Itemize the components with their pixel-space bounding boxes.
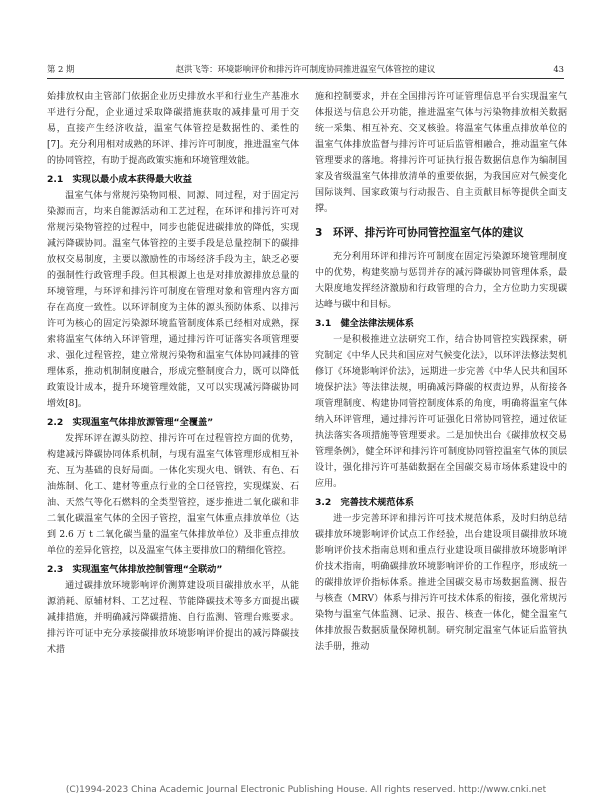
page-number: 43 xyxy=(553,64,564,74)
section-heading-3-2: 3.2 完善技术规范体系 xyxy=(315,497,414,508)
paragraph: 充分利用环评和排污许可制度在固定污染源环境管理制度中的优势，构建奖励与惩罚并存的减污降碳协同管理体系，最大限度地发挥经济激励和行政管理的合力，全方位助力实现碳达峰与碳中和目标。 xyxy=(315,252,567,310)
section-heading-2-3: 2.3 实现温室气体排放控制管理“全联动” xyxy=(47,564,223,575)
paragraph: 进一步完善环评和排污许可技术规范体系，及时归纳总结碳排放环境影响评价试点工作经验，出台建设项目碳排放环境影响评价技术指南总则和重点行业建设项目碳排放环境影响评价技术指南，明确碳排放环境影响评价的工作程序，形成统一的碳排放评价指标体系。推进全国碳交易市场数据监测、报告与核查（MRV）体系与排污许可技术体系的衔接，强化常规污染物与温室气体监测、记录、报告、核查一体化，健全温室气体排放报告数据质量保障机制。研究制定温室气体证后监管执法手册，推动 xyxy=(315,514,567,652)
section-heading-2-2: 2.2 实现温室气体排放源管理“全覆盖” xyxy=(47,417,214,428)
paragraph: 温室气体与常规污染物同根、同源、同过程，对于固定污染源而言，均来自能源活动和工艺过程，在环评和排污许可对常规污染物管控的过程中，同步也能促进碳排放的降低，实现减污降碳协同。温室气体管控的主要手段是总量控制下的碳排放权交易制度，主要以激励性的市场经济手段为主，缺乏必要的强制性行政管理手段。但其根源上也是对排放源排放总量的环境管理，与环评和排污许可制度在管理对象和管理内容方面存在高度一致性。以环评制度为主体的源头预防体系、以排污许可为核心的固定污染源环境监管制度体系已经相对成熟，探索将温室气体纳入环评管理，通过排污许可证落实各项管理要求、强化过程管控，建立常规污染物和温室气体协同减排的管理体系，推动机制制度融合，形成完整制度合力，既可以降低政策设计成本，提升环境管理效能，又可以实现减污降碳协同增效[8]。 xyxy=(47,191,299,409)
running-title: 赵洪飞等：环境影响评价和排污许可制度协同推进温室气体管控的建议 xyxy=(175,64,436,74)
issue-number: 第 2 期 xyxy=(47,64,75,74)
paragraph: 通过碳排放环境影响评价测算建设项目碳排放水平，从能源消耗、原辅材料、工艺过程、节能降碳技术等多方面提出碳减排措施，并明确减污降碳措施、自行监测、管理台账要求。排污许可证中充分承接碳排放环境影响评价提出的减污降碳技术措 xyxy=(47,581,299,655)
paragraph: 施和控制要求，并在全国排污许可证管理信息平台实现温室气体报送与信息公开功能，推进温室气体与污染物排放相关数据统一采集、相互补充、交叉核验。将温室气体重点排放单位的温室气体排放监督与排污许可证后监管相融合，推动温室气体管理要求的落地。将排污许可证执行报告数据信息作为编制国家及省级温室气体排放清单的重要依据，为我国应对气候变化国际谈判、国家政策与行动报告、自主贡献目标等提供全面支撑。 xyxy=(315,92,567,214)
section-heading-3: 3 环评、排污许可协同管控温室气体的建议 xyxy=(315,227,524,239)
copyright-footer: (C)1994-2023 China Academic Journal Electronic Publishing House. All rights reserved. http://www.cnki.net xyxy=(65,785,547,795)
right-column xyxy=(315,89,567,655)
left-column xyxy=(47,89,299,658)
section-heading-2-1: 2.1 实现以最小成本获得最大收益 xyxy=(47,174,192,185)
paragraph: 发挥环评在源头防控、排污许可在过程管控方面的优势，构建减污降碳协同体系机制，与现有温室气体管理形成相互补充、互为基础的良好局面。一体化实现火电、钢铁、有色、石油炼制、化工、建材等重点行业的全口径管控，实现煤炭、石油、天然气等化石燃料的全类型管控，逐步推进二氧化碳和非二氧化碳温室气体的全因子管控，温室气体重点排放单位（达到 2.6 万 t 二氧化碳当量的温室气体排放单位）及非重点排放单位的差异化管控，以及温室气体主要排放口的精细化管控。 xyxy=(47,434,299,556)
paragraph: 始排放权由主管部门依据企业历史排放水平和行业生产基准水平进行分配，企业通过采取降碳措施获取的减排量可用于交易，直接产生经济收益，温室气体管控是数据性的、柔性的[7]。充分利用相对成熟的环评、排污许可制度，推进温室气体的协同管控，有助于提高政策实施和环境管理效能。 xyxy=(47,92,299,166)
page-header xyxy=(47,62,564,76)
section-heading-3-1: 3.1 健全法律法规体系 xyxy=(315,318,414,329)
paragraph: 一是积极推进立法研究工作，结合协同管控实践探索，研究制定《中华人民共和国应对气候变化法》，以环评法修法契机修订《环境影响评价法》，远期进一步完善《中华人民共和国环境保护法》等法律法规，明确减污降碳的权责边界，从衔接各项管理制度、构建协同管控制度体系的角度，明确将温室气体纳入环评管理，通过排污许可证强化日常协同管控，通过依证执法落实各项措施等管理要求。二是加快出台《碳排放权交易管理条例》，健全环评和排污许可制度协同管控温室气体的顶层设计，强化排污许可基础数据在全国碳交易市场体系建设中的应用。 xyxy=(315,335,567,489)
header-rule xyxy=(47,78,564,79)
